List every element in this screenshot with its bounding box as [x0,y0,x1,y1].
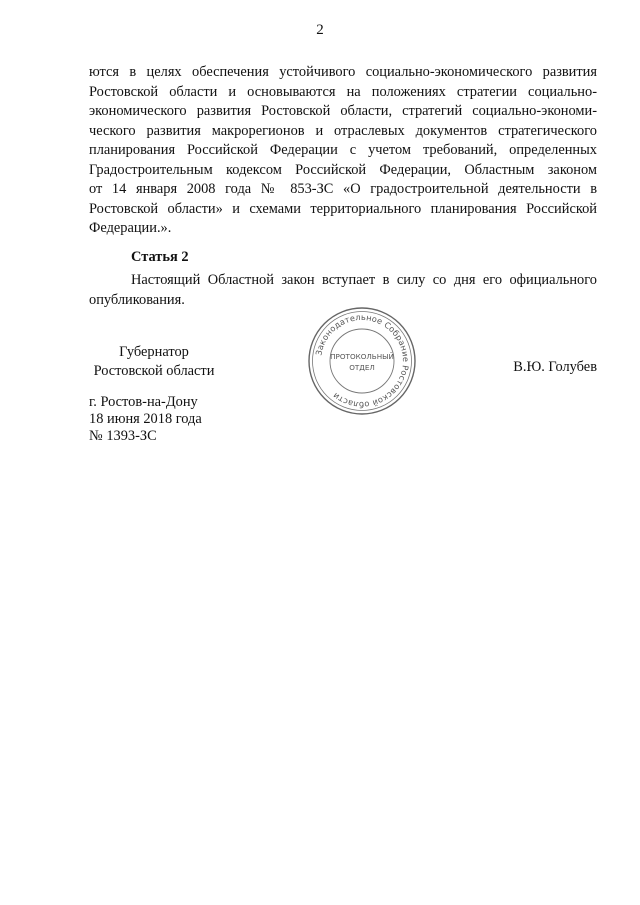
body-paragraph [89,63,597,239]
body-line: планирования Российской Федерации с учетом требований, определенных [89,142,597,158]
article-line: опубликования. [89,291,185,308]
body-line: экономического развития Ростовской области, стратегий социально-экономи- [89,103,597,119]
body-line: ются в целях обеспечения устойчивого социально-экономического развития [89,64,597,80]
seal-center-line: ПРОТОКОЛЬНЫЙ [330,352,394,361]
governor-name: В.Ю. Голубев [513,359,597,375]
article-paragraph [89,271,597,310]
article-line: Настоящий Областной закон вступает в силу со дня его официального [131,272,597,288]
official-seal [307,306,417,416]
article-title: Статья 2 [131,249,189,265]
body-line: ческого развития макрорегионов и отраслевых документов стратегического [89,122,597,139]
body-line: от 14 января 2008 года № 853-ЗС «О градостроительной деятельности в [89,181,597,197]
body-line: Ростовской области» и схемами территориального планирования Российской [89,200,597,217]
governor-title-line: Губернатор [119,344,189,360]
seal-ring-text: Законодательное Собрание Ростовской области [313,311,412,411]
city: г. Ростов-на-Дону [89,394,198,410]
body-line: Федерации.». [89,220,172,236]
governor-title-line: Ростовской области [93,362,215,379]
governor-title [90,343,218,380]
place-date-block [89,394,202,445]
body-line: Ростовской области и основываются на положениях стратегии социально- [89,83,597,100]
law-number: № 1393-ЗС [89,428,157,444]
page-number: 2 [316,22,324,38]
body-line: Градостроительным кодексом Российской Федерации, Областным законом [89,161,597,178]
date: 18 июня 2018 года [89,411,202,427]
seal-center-line: ОТДЕЛ [349,363,375,372]
